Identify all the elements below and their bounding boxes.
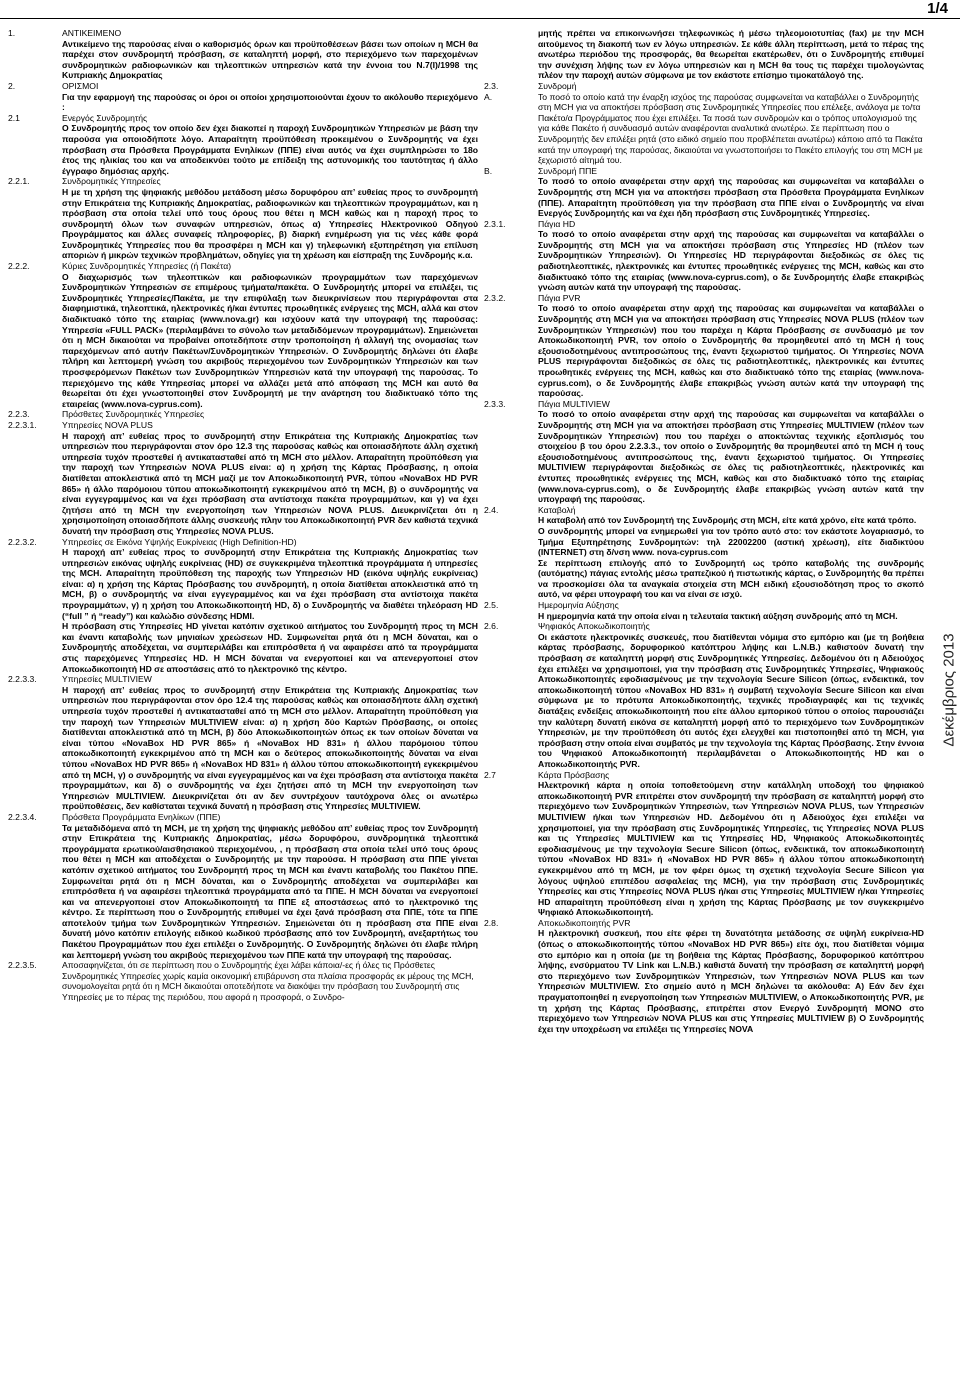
clause-number: 1. <box>8 28 16 38</box>
clause-paragraph: Ηλεκτρονική κάρτα η οποία τοποθετούμενη στην κατάλληλη υποδοχή του ψηφιακού αποκωδικοποιητή PVR επιτρέπει στον συνδρομητή την πρόσβαση σε καταληπτή μορφή στο περιεχόμενο των Συνδρομητικών Υπηρεσιών, των Υπηρεσιών NOVA PLUS, των Υπηρεσιών MULTIVIEW ή/και των Υπηρεσιών HD. Δεδομένου ότι η Αδειούχος έχει επιλέξει να χρησιμοποιεί, για την πρόσβαση στις Συνδρομητικές Υπηρεσίες, τις Υπηρεσίες NOVA PLUS και τις Υπηρεσίες MULTIVIEW και τις Υπηρεσίες HD, Ψηφιακούς Αποκωδικοποιητές εφοδιασμένους με την τεχνολογία Secure Silicon (όπως, ενδεικτικά, τον αποκωδικοποιητή τύπου «NovaBox HD 831» ή «NovaBox HD PVR 865» ή άλλου τύπου αποκωδικοποιητή εγκεκριμένου από τη MCH, με τον φέρει όμως τη σχετική τεχνολογία Secure Silicon για λόγους υψηλού επιπέδου ασφαλείας της MCH), για την πρόσβαση στις Συνδρομητικές Υπηρεσίες και στις Υπηρεσίες NOVA PLUS ή/και στις Υπηρεσίες MULTIVIEW ή/και Υπηρεσίες HD απαραίτητη προϋπόθεση είναι η χρήση της Κάρτας Πρόσβασης με τον συγκεκριμένο Ψηφιακό Αποκωδικοποιητή. <box>538 780 924 918</box>
header-rule <box>0 18 960 19</box>
clause <box>8 812 478 960</box>
clause-body <box>538 219 924 293</box>
clause-body <box>62 420 478 537</box>
clause-title: Αποσαφηνίζεται, ότι σε περίπτωση που ο Συνδρομητής έχει λάβει κάποια/-ες ή όλες τις Πρόσθετες Συνδρομητικές Υπηρεσίες χωρίς καμία οικονομική επιβάρυνση στα πλαίσια προσφοράς εκ μέρους της MCH, συνομολογείται ρητά ότι η MCH δικαιούται οποτεδήποτε να διακόψει την πρόσβαση του Συνδρομητή στις Υπηρεσίες με το πέρας της περιόδου, που αφορά η προσφορά, ο Συνδρο- <box>62 960 474 1003</box>
clause-title: Το ποσό το οποίο κατά την έναρξη ισχύος της παρούσας συμφωνείται να καταβάλλει ο Συνδρομητής στη MCH για να αποκτήσει πρόσβαση στις Συνδρομητικές Υπηρεσίες που επέλεξε, ανάλογα με το/τα Πακέτο/α Προγράμματος που έχει επιλέξει. Τα ποσά των συνδρομών και ο τρόπος υπολογισμού της για κάθε Πακέτο ή συνδυασμό αυτών αναφέρονται αναλυτικά ανωτέρω. Σε περίπτωση που ο Συνδρομητής δεν επιλέξει ρητά (στο ειδικό σημείο που προβλέπεται ανωτέρω) κάποιο από τα Πακέτα κατά την υπογραφή της παρούσας, δικαιούται να γνωστοποιήσει το Πακέτο επιλογής του στη MCH με ξεχωριστό αίτημά του. <box>538 91 923 166</box>
clause-body <box>538 166 924 219</box>
right-column <box>484 28 924 1392</box>
clause-number: 2.3.2. <box>484 292 506 303</box>
clause-number: 2.1 <box>8 112 20 123</box>
clause-body <box>62 812 478 960</box>
clause-paragraph: Για την εφαρμογή της παρούσας οι όροι οι οποίοι χρησιμοποιούνται έχουν το ακόλουθο περιεχόμενο : <box>62 91 478 113</box>
clause-title: Υπηρεσίες MULTIVIEW <box>62 674 152 685</box>
clause-paragraph: Οι εκάστοτε ηλεκτρονικές συσκευές, που διατίθενται νόμιμα στο εμπόριο και (με τη βοήθεια κάρτας πρόσβασης, δορυφορικού κατόπτρου λήψης και L.N.B.) καθιστούν δυνατή την πρόσβαση σε καταληπτή μορφή στις Συνδρομητικές Υπηρεσίες. Δεδομένου ότι η Αδειούχος έχει επιλέξει να χρησιμοποιεί, για την πρόσβαση στις Συνδρομητικές Υπηρεσίες, Ψηφιακούς Αποκωδικοποιητές εφοδιασμένους με την τεχνολογία Secure Silicon (όπως, ενδεικτικά, τον αποκωδικοποιητή τύπου «NovaBox HD 831» ή συμβατή τεχνολογία Secure Silicon και είναι σύμφωνα με το πρότυπα Αποκωδικοποιητής, τεχνικές προδιαγραφές και τις τεχνικές διατάξεις ενδείξεις αποκωδικοποιητή που είτε άλλου εμπορικού τύπου ο οποίος παρουσιάζει την καλύτερη δυνατή εικόνα σε καταληπτή μορφή από το περιεχόμενο των Συνδρομητικών Υπηρεσιών, με την προϋπόθεση ότι αυτός έχει ελεγχθεί και πιστοποιηθεί από τη MCH, για πρόσβαση στην οποία είναι συμβατός με την τεχνολογία της Κάρτας Πρόσβασης. Στην έννοια του Ψηφιακού Αποκωδικοποιητή περιλαμβάνεται ο Αποκωδικοποιητής HD και ο Αποκωδικοποιητής PVR. <box>538 631 924 769</box>
clause-body <box>62 176 478 261</box>
clause <box>8 28 478 81</box>
clause-number: 2.2.3.4. <box>8 811 37 822</box>
clause-title: Κάρτα Πρόσβασης <box>538 769 610 780</box>
clause-body <box>538 770 924 918</box>
clause-paragraph: Η παροχή απ’ ευθείας προς το συνδρομητή στην Επικράτεια της Κυπριακής Δημοκρατίας των υπηρεσιών που περιγράφονται στον όρο 12.4 της παρούσας καθώς και οποιασδήποτε άλλη σχετική υπηρεσία τυχόν προστεθεί ή αντικατασταθεί από τη MCH στο μέλλον. Απαραίτητη προϋπόθεση για την παροχή των Υπηρεσιών MULTIVIEW είναι: α) η χρήση δύο Καρτών Πρόσβασης, οι οποίες διατίθενται αποκλειστικά από τη MCH, β) δύο Αποκωδικοποιητών όπως εκ των οποίων δύναται να είναι τύπου «NovaBox HD PVR 865» ή «NovaBox HD 831» ή άλλου παρόμοιου τύπου αποκωδικοποιητή εγκεκριμένου από τη MCH και ο δεύτερος αποκωδικοποιητής δύναται να είναι τύπου «NovaBox HD PVR 865» ή «NovaBox HD 831» ή άλλου τύπου αποκωδικοποιητή εγκεκριμένου από τη MCH, γ) ο συνδρομητής να είναι εγγεγραμμένος και να έχει πρόσβαση στα αντίστοιχα πακέτα προγραμμάτων, και δ) ο συνδρομητής να έχει ζητήσει από τη MCH την ενεργοποίηση των Υπηρεσιών MULTIVIEW. Διευκρινίζεται ότι αν δεν συντρέχουν ταυτόχρονα όλες οι ανωτέρω προϋποθέσεις, δεν καθίσταται τεχνικά δυνατή η πρόσβαση στις Υπηρεσίες MULTIVIEW. <box>62 684 478 812</box>
clause <box>484 28 924 81</box>
clause-number: 2.2.3. <box>8 409 30 420</box>
clause-number: 2.2.3.3. <box>8 674 37 685</box>
clause-paragraph: Το ποσό το οποίο αναφέρεται στην αρχή της παρούσας και συμφωνείται να καταβάλλει ο Συνδρομητής στη MCH για να αποκτήσει πρόσβαση στις Υπηρεσίες NOVA PLUS (πλέον των Συνδρομητικών Υπηρεσιών) που του παρέχει η Κάρτα Πρόσβασης σε συνδυασμό με τον Αποκωδικοποιητή PVR, τον οποίο ο Συνδρομητής θα προμηθευτεί από τη MCH ή τους εξουσιοδοτημένους αντιπροσώπους της, έναντι ξεχωριστού τιμήματος. Οι Υπηρεσίες NOVA PLUS περιγράφονται διεξοδικώς σε όλες τις ραδιοτηλεοπτικές, ηλεκτρονικές και έντυπες προωθητικές ενέργειες της MCH, καθώς και στο διαδικτυακό τόπο της εταιρίας (www.nova-cyprus.com), ο δε Συνδρομητής έλαβε επακριβώς γνώση αυτών κατά την υπογραφή της παρούσας. <box>538 303 924 399</box>
page-number: 1/4 <box>927 0 948 17</box>
clause-number: 2.2.1. <box>8 176 30 187</box>
clause-body <box>62 261 478 409</box>
clause-body <box>62 960 478 1002</box>
clause <box>484 293 924 399</box>
clause-paragraph: Η ημερομηνία κατά την οποία είναι η τελευταία τακτική αύξηση συνδρομής από τη MCH. <box>538 610 898 621</box>
clause-paragraph: Ο συνδρομητής μπορεί να ενημερωθεί για τον τρόπο αυτό στο: τον εκάστοτε λογαριασμό, το Τμήμα Εξυπηρέτησης Συνδρομητών: τηλ 22002200 (αστική χρέωση), είτε διαδικτύου (INTERNET) στη δ/νση www. nova-cyprus.com <box>538 525 924 558</box>
clause-title: Πάγια MULTIVIEW <box>538 398 610 409</box>
clause-body <box>62 81 478 113</box>
clause-title: Πρόσθετες Συνδρομητικές Υπηρεσίες <box>62 409 205 420</box>
clause-paragraph: Το ποσό το οποίο αναφέρεται στην αρχή της παρούσας και συμφωνείται να καταβάλλει ο Συνδρομητής στη MCH για να αποκτήσει πρόσβαση στις Υπηρεσίες MULTIVIEW (πλέον των Συνδρομητικών Υπηρεσιών) που του παρέχει ο αποκτώντας τεχνικής εξοπλισμός του στοιχείου β του όρου 2.2.3.3., τον οποίο ο Συνδρομητής θα προμηθευτεί από τη MCH ή τους εξουσιοδοτημένους αντιπροσώπους της, έναντι ξεχωριστού τιμήματος. Οι Υπηρεσίες MULTIVIEW περιγράφονται διεξοδικώς σε όλες τις ραδιοτηλεοπτικές, ηλεκτρονικές και έντυπες προωθητικές ενέργειες της MCH, καθώς και στο διαδικτυακό τόπο της εταιρίας (www.nova-cyprus.com), ο δε Συνδρομητής έλαβε επακριβώς γνώση αυτών κατά την υπογραφή της παρούσας. <box>538 409 924 505</box>
clause <box>484 399 924 505</box>
clause <box>484 166 924 219</box>
clause-paragraph: Η με τη χρήση της ψηφιακής μεθόδου μετάδοση μέσω δορυφόρου απ’ ευθείας προς το συνδρομητή στην Επικράτεια της Κυπριακής Δημοκρατίας, ραδιοφωνικών και τηλεοπτικών προγραμμάτων, και η πρόσβαση στα οποία τελεί υπό τους όρους που θέτει η MCH καθώς και η παροχή προς το συνδρομητή όλων των συναφών υπηρεσιών, όπως α) Υπηρεσίες Ηλεκτρονικού Οδηγού Προγράμματος και άλλες συναφείς πληροφορίες, β) διαρκή ενημέρωση για τις νέες κάθε φορά Συνδρομητικές Υπηρεσίες που θα προσφέρει η MCH και γ) τηλεφωνική εξυπηρέτηση για επίλυση αποριών ή μικρών τεχνικών προβλημάτων, οδηγίες για τη χρέωση και είσπραξη της Συνδρομής κ.α. <box>62 186 478 261</box>
clause <box>8 960 478 1002</box>
clause-title: Πάγια HD <box>538 218 576 229</box>
clause-number: Α. <box>484 91 493 102</box>
side-date: Δεκέμβριος 2013 <box>940 633 958 747</box>
clause <box>8 409 478 420</box>
clause-body <box>62 537 478 675</box>
clause-number: 2.6. <box>484 621 499 632</box>
clause-number: 2.2.3.5. <box>8 960 37 971</box>
clause-title: Αποκωδικοποιητής PVR <box>538 917 631 928</box>
clause <box>8 113 478 177</box>
clause-title: Συνδρομή ΠΠΕ <box>538 165 598 176</box>
clause-number <box>484 28 538 81</box>
clause <box>8 176 478 261</box>
clause-paragraph: Η ηλεκτρονική συσκευή, που είτε φέρει τη δυνατότητα μετάδοσης σε υψηλή ευκρίνεια-HD (όπως ο αποκωδικοποιητής τύπου «NovaBox HD PVR 865») είτε όχι, που διατίθεται νόμιμα στο εμπόριο και η οποία (με τη βοήθεια της Κάρτας Πρόσβασης, δορυφορικού κατόπτρου λήψης, ενσύρματου TV Link και L.N.B.) καθιστά δυνατή την πρόσβαση σε καταληπτή μορφή στο περιεχόμενο των Συνδρομητικών Υπηρεσιών, των Υπηρεσιών NOVA PLUS και των Υπηρεσιών MULTIVIEW. Στο σημείο αυτό η MCH δηλώνει τα ακόλουθα: Α) Εάν δεν έχει πραγματοποιηθεί η ενεργοποίηση των Υπηρεσιών MULTIVIEW, ο Αποκωδικοποιητής PVR, με τη χρήση της Κάρτας Πρόσβασης, επιτρέπει στον Ενεργό Συνδρομητή ΜΟΝΟ στο περιεχόμενο των Υπηρεσιών NOVA PLUS και στις Υπηρεσίες MULTIVIEW β) Ο Συνδρομητής έχει την υποχρέωση να επιλέξει τις Υπηρεσίες NOVA <box>538 928 924 1034</box>
clause-body <box>62 28 478 81</box>
clause <box>484 600 924 621</box>
clause-title: ΑΝΤΙΚΕΙΜΕΝΟ <box>62 28 122 38</box>
clause-title: Κύριες Συνδρομητικές Υπηρεσίες (ή Πακέτα) <box>62 261 232 272</box>
clause-number: 2.5. <box>484 600 499 611</box>
clause-paragraph: Ο διαχωρισμός των τηλεοπτικών και ραδιοφωνικών προγραμμάτων των παρεχόμενων Συνδρομητικών Υπηρεσιών σε επιμέρους τμήματα/πακέτα. Ο Συνδρομητής μπορεί να επιλέξει, τις Συνδρομητικές Υπηρεσίες/Πακέτα, με την επιφύλαξη των διευκρινίσεων που περιγράφονται στα διαφημιστικά, τηλεοπτικά, ηλεκτρονικές ή/και έντυπες προωθητικές ενέργειες της MCH, αλλά και στον διαδικτυακό τόπο της εταιρίας (www.nova.gr) και ισχύουν κατά την υπογραφή της παρούσας: Υπηρεσία «FULL PACK» (περιλαμβάνει το σύνολο των μεταδιδόμενων προγραμμάτων). Σημειώνεται ότι η MCH δικαιούται να προβαίνει οποτεδήποτε στην τροποποίηση ή αλλαγή της ονομασίας των παρεχόμενων από αυτήν Πακέτων/Συνδρομητικών Υπηρεσιών. Ο Συνδρομητής δηλώνει ότι έλαβε πλήρη και λεπτομερή γνώση του ακριβούς περιεχομένου των Συνδρομητικών Υπηρεσιών και των προσφερόμενων Πακέτων των Συνδρομητικών Υπηρεσιών κατά την υπογραφή της παρούσας. Το περιεχόμενο της κάθε Υπηρεσίας μπορεί να αλλάζει μετά από απόφαση της MCH και αυτό θα θεωρείται ότι έχει γνωστοποιηθεί στον Συνδρομητή με την ανάρτηση του διαδικτυακό τόπο της εταιρείας (www.nova-cyprus.com). <box>62 271 478 409</box>
clause-paragraph: Το ποσό το οποίο αναφέρεται στην αρχή της παρούσας και συμφωνείται να καταβάλλει ο Συνδρομητής στη MCH για να αποκτήσει πρόσβαση στα Πρόσθετα Προγράμματα Ενηλίκων (ΠΠΕ). Απαραίτητη προϋπόθεση για την πρόσβαση στα ΠΠΕ είναι ο Συνδρομητής να είναι Ενεργός Συνδρομητής και να έχει ήδη πρόσβαση στις Συνδρομητικές Υπηρεσίες. <box>538 176 924 219</box>
clause-body <box>62 409 478 420</box>
clause <box>8 420 478 537</box>
clause-number: 2. <box>8 80 16 91</box>
clause-paragraph: Το ποσό το οποίο αναφέρεται στην αρχή της παρούσας και συμφωνείται να καταβάλλει ο Συνδρομητής στη MCH για να αποκτήσει πρόσβαση στις Υπηρεσίες HD (πλέον των Συνδρομητικών Υπηρεσιών). Οι Υπηρεσίες HD περιγράφονται διεξοδικώς σε όλες τις ραδιοτηλεοπτικές, ηλεκτρονικές και έντυπες προωθητικές ενέργειες της MCH, καθώς και στο διαδικτυακό τόπο της εταιρίας (www.nova-cyprus.com), ο δε Συνδρομητής έλαβε επακριβώς γνώση αυτών κατά την υπογραφή της παρούσας. <box>538 229 924 293</box>
clause-number: 2.7 <box>484 769 496 780</box>
clause-body <box>62 113 478 177</box>
clause-title: ΟΡΙΣΜΟΙ <box>62 80 99 91</box>
clause <box>484 505 924 600</box>
left-column <box>8 28 478 1392</box>
clause-body <box>538 505 924 600</box>
clause-number: 2.8. <box>484 917 499 928</box>
clause-paragraph: Η παροχή απ’ ευθείας προς το συνδρομητή στην Επικράτεια της Κυπριακής Δημοκρατίας των υπηρεσιών εικόνας υψηλής ευκρίνειας (HD) σε συγκεκριμένα τηλεοπτικά προγράμματα ή υπηρεσίες της MCH. Απαραίτητη προϋπόθεση της παροχής των Υπηρεσιών HD (εικόνα υψηλής ευκρίνειας) είναι: α) η χρήση της Κάρτας Πρόσβασης του συνδρομητή, η οποία διατίθεται αποκλειστικά από τη MCH, β) ο συνδρομητής να είναι εγγεγραμμένος και να έχει πρόσβαση στα αντίστοιχα πακέτα προγραμμάτων, γ) η χρήση του Αποκωδικοποιητή HD, δ) ο Συνδρομητής να διαθέτει τηλεόραση HD (“full ” ή “ready”) και καλώδιο σύνδεσης HDMI. <box>62 547 478 621</box>
clause-paragraph: Η καταβολή από τον Συνδρομητή της Συνδρομής στη MCH, είτε κατά χρόνο, είτε κατά τρόπο. <box>538 515 917 526</box>
clause-title: Ψηφιακός Αποκωδικοποιητής <box>538 621 650 632</box>
clause-paragraph: Αντικείμενο της παρούσας είναι ο καθορισμός όρων και προϋποθέσεων βάσει των οποίων η MCH θα παρέχει στον συνδρομητή πρόσβαση, σε καταληπτή μορφή, στο περιεχόμενο των παρεχομένων συνδρομητικών ραδιοφωνικών και τηλεοπτικών υπηρεσιών κατά την έννοια του Ν.7(I)/1998 της Κυπριακής Δημοκρατίας <box>62 38 478 81</box>
clause-title: Πρόσθετα Προγράμματα Ενηλίκων (ΠΠΕ) <box>62 811 221 822</box>
clause-paragraph: Ο Συνδρομητής προς τον οποίο δεν έχει διακοπεί η παροχή Συνδρομητικών Υπηρεσιών με βάση την παρούσα για οποιοδήποτε λόγο. Απαραίτητη προϋπόθεση προκειμένου ο Συνδρομητής να έχει πρόσβαση στα Πρόσθετα Προγράμματα Ενηλίκων (ΠΠΕ) είναι αυτός να έχει συμπληρώσει το 18ο έτος της ηλικίας του και να αποδεικνύει τούτο με επίδειξη της αστυνομικής του ταυτότητας ή άλλο έγγραφο δημόσιας αρχής. <box>62 123 478 176</box>
clause <box>8 81 478 113</box>
clause <box>8 261 478 409</box>
clause-body <box>538 918 924 1035</box>
clause-title: Υπηρεσίες σε Εικόνα Υψηλής Ευκρίνειας (High Definition-HD) <box>62 536 297 547</box>
clause-number: Β. <box>484 165 493 176</box>
clause-body <box>538 293 924 399</box>
clause <box>484 918 924 1035</box>
clause-number: 2.3.3. <box>484 398 506 409</box>
clause-title: Ημερομηνία Αύξησης <box>538 600 619 611</box>
clause-title: Υπηρεσίες NOVA PLUS <box>62 419 153 430</box>
clause-paragraph: Τα μεταδιδόμενα από τη MCH, με τη χρήση της ψηφιακής μεθόδου απ’ ευθείας προς τον Συνδρομητή στην Επικράτεια της Κυπριακής Δημοκρατίας, μέσω δορυφόρου, συνδρομητικά τηλεοπτικά προγράμματα ερωτικού/αισθησιακού περιεχομένου, , η πρόσβαση στα οποία τελεί υπό τους όρους που θέτει η MCH και αποδέχεται ο Συνδρομητής με την παρούσα. Η πρόσβαση στα ΠΠΕ γίνεται κατόπιν σχετικού αιτήματος του Συνδρομητή προς τη MCH και έναντι καταβολής του Πακέτου ΠΠΕ. Συμφωνείται ρητά ότι η MCH δύναται, και ο Συνδρομητής αποδέχεται να συμπεριλάβει και επιπρόσθετα ή να αφαιρέσει τηλεοπτικά προγράμματα από τα ΠΠΕ. Η MCH δύναται να ενεργοποιεί και να απενεργοποιεί στον Αποκωδικοποιητή τα ΠΠΕ εξ αποστάσεως από το ηλεκτρονικό της κέντρο. Σε περίπτωση που ο Συνδρομητής επιθυμεί να έχει ξανά πρόσβαση στα ΠΠΕ, τότε τα ΠΠΕ αποτελούν τμήμα των Συνδρομητικών Υπηρεσιών. Σημειώνεται ότι η πρόσβαση στα ΠΠΕ είναι δυνατή μόνο κατόπιν επιλογής ειδικού κωδικού πρόσβασης από τον Συνδρομητή, ανεξαρτήτως του Πακέτου Προγραμμάτων που έχει επιλέξει ο Συνδρομητής. Ο Συνδρομητής δηλώνει ότι έλαβε πλήρη και λεπτομερή γνώση του ακριβούς περιεχομένου των ΠΠΕ κατά την υπογραφή της παρούσας. <box>62 822 478 960</box>
clause-paragraph: μητής πρέπει να επικοινωνήσει τηλεφωνικώς ή μέσω τηλεομοιοτυπίας (fax) με την MCH αιτούμενος τη διακοπή των εν λόγω υπηρεσιών. Σε κάθε άλλη περίπτωση, μετά το πέρας της ανωτέρω περιόδου της προσφοράς, θα θεωρείται εκατέρωθεν, ότι ο Συνδρομητής επιθυμεί την συνέχιση λήψης των εν λόγω υπηρεσιών και η MCH θα τους τις παρέχει τιμολογώντας πλέον την παροχή αυτών σύμφωνα με τον εκάστοτε επίσημο τιμοκατάλογό της. <box>538 28 924 81</box>
clause-number: 2.3. <box>484 80 499 91</box>
clause-title: Καταβολή <box>538 504 576 515</box>
clause <box>8 674 478 812</box>
clause <box>484 770 924 918</box>
clause <box>484 81 924 92</box>
side-date-container <box>934 590 960 790</box>
clause-title: Συνδρομητικές Υπηρεσίες <box>62 176 161 187</box>
clause-number: 2.2.3.1. <box>8 419 37 430</box>
clause-number: 2.2.2. <box>8 261 30 272</box>
clause <box>484 621 924 769</box>
clause-body <box>538 81 924 92</box>
clause-paragraph: Η πρόσβαση στις Υπηρεσίες HD γίνεται κατόπιν σχετικού αιτήματος του Συνδρομητή προς τη MCH και έναντι καταβολής των μηνιαίων χρεώσεων HD. Συμφωνείται ρητά ότι η MCH δύναται, και ο Συνδρομητής αποδέχεται, να συμπεριλάβει και επιπρόσθετα ή να αφαιρέσει από τα προγράμματα στις παρεχόμενες Υπηρεσίες HD. Η MCH δύναται να ενεργοποιεί και να απενεργοποιεί στον Αποκωδικοποιητή HD σε αποστάσεις από το ηλεκτρονικό της κέντρο. <box>62 621 478 674</box>
clause-number: 2.4. <box>484 504 499 515</box>
clause-body <box>538 28 924 81</box>
clause-number: 2.2.3.2. <box>8 536 37 547</box>
clause-paragraph: Σε περίπτωση επιλογής από το Συνδρομητή ως τρόπο καταβολής της συνδρομής (αυτόματης) πάγιας εντολής μέσω τραπεζικού ή πιστωτικής κάρτας, ο Συνδρομητής θα πρέπει να προσκομίσει όλα τα αναγκαία στοιχεία στη MCH ειδική εξουσιοδότηση προς το σκοπό αυτό, να φέρει υπογραφή του και να είναι σε ισχύ. <box>538 557 924 600</box>
clause-body <box>538 399 924 505</box>
clause <box>8 537 478 675</box>
clause-title: Συνδρομή <box>538 80 577 91</box>
clause-body <box>538 621 924 769</box>
clause <box>484 92 924 166</box>
clause-body <box>62 674 478 812</box>
clause-number: 2.3.1. <box>484 218 506 229</box>
clause <box>484 219 924 293</box>
clause-body <box>538 92 924 166</box>
clause-title: Ενεργός Συνδρομητής <box>62 112 148 123</box>
clause-paragraph: Η παροχή απ’ ευθείας προς το συνδρομητή στην Επικράτεια της Κυπριακής Δημοκρατίας των υπηρεσιών που περιγράφονται στον όρο 12.3 της παρούσας καθώς και οποιασδήποτε άλλη σχετική υπηρεσία τυχόν προστεθεί ή αντικατασταθεί από τη MCH στο μέλλον. Απαραίτητη προϋπόθεση για την παροχή των Υπηρεσιών NOVA PLUS είναι: α) η χρήση της Κάρτας Πρόσβασης, η οποία διατίθεται αποκλειστικά από τη MCH μαζί με τον Αποκωδικοποιητή PVR, τύπου «NovaBox HD PVR 865» ή άλλο παρόμοιου τύπου αποκωδικοποιητή εγκεκριμένου από τη MCH, β) ο συνδρομητής να είναι εγγεγραμμένος και να έχει πρόσβαση στα αντίστοιχα πακέτα προγραμμάτων, και γ) να έχει ζητήσει από τη MCH την ενεργοποίηση των Υπηρεσιών NOVA PLUS. Διευκρινίζεται ότι η χρησιμοποίηση οποιασδήποτε άλλης συσκευής πλην του Αποκωδικοποιητή PVR δεν καθιστά τεχνικά δυνατή την πρόσβαση στις Υπηρεσίες NOVA PLUS. <box>62 430 478 536</box>
clause-body <box>538 600 924 621</box>
clause-title: Πάγια PVR <box>538 292 581 303</box>
